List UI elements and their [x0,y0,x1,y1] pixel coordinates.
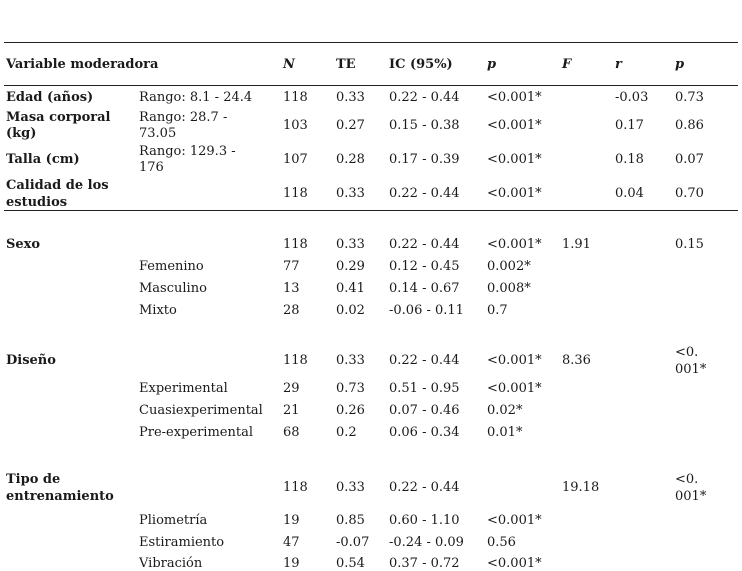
row-sublabel: Pre-experimental [139,425,253,440]
row-label: Talla (cm) [6,152,80,167]
cell-ic: 0.37 - 0.72 [389,556,460,571]
cell-f: 1.91 [562,237,591,252]
cell-p2: 0.70 [675,186,704,201]
cell-te: 0.27 [336,118,365,133]
row-label-line1: Tipo de [6,472,61,487]
cell-n: 29 [283,381,300,396]
row-sublabel: Femenino [139,259,204,274]
cell-te: 0.26 [336,403,365,418]
cell-p: <0.001* [487,118,542,133]
cell-p: <0.001* [487,353,542,368]
row-label-line2: estudios [6,195,68,210]
cell-ic: 0.60 - 1.10 [389,513,460,528]
cell-p2: 0.07 [675,152,704,167]
cell-n: 118 [283,237,308,252]
row-range-line1: Rango: 28.7 - [139,110,228,125]
cell-p: 0.56 [487,535,516,550]
cell-n: 28 [283,303,300,318]
row-sublabel: Estiramiento [139,535,225,550]
row-label-line2: (kg) [6,126,37,141]
cell-r: 0.04 [615,186,644,201]
row-sublabel: Pliometría [139,513,208,528]
cell-te: 0.73 [336,381,365,396]
cell-p: <0.001* [487,381,542,396]
cell-p2-line2: 001* [675,489,707,504]
cell-ic: 0.15 - 0.38 [389,118,460,133]
cell-te: -0.07 [336,535,370,550]
row-range-line1: Rango: 129.3 - [139,144,236,159]
row-sublabel: Cuasiexperimental [139,403,263,418]
top-rule [4,42,738,43]
header-rule [4,85,738,86]
header-variable: Variable moderadora [6,57,159,72]
cell-p: <0.001* [487,90,542,105]
header-te: TE [336,57,356,72]
cell-p: <0.001* [487,237,542,252]
cell-r: 0.17 [615,118,644,133]
cell-p: 0.01* [487,425,523,440]
cell-n: 19 [283,556,300,571]
cell-te: 0.33 [336,480,365,495]
cell-ic: 0.22 - 0.44 [389,480,460,495]
row-label: Diseño [6,353,56,368]
cell-p: <0.001* [487,513,542,528]
row-label: Edad (años) [6,90,94,105]
row-label-line1: Calidad de los [6,178,109,193]
cell-te: 0.29 [336,259,365,274]
cell-ic: 0.07 - 0.46 [389,403,460,418]
cell-p2-line2: 001* [675,362,707,377]
cell-n: 77 [283,259,300,274]
cell-te: 0.33 [336,186,365,201]
cell-ic: 0.22 - 0.44 [389,237,460,252]
cell-ic: -0.06 - 0.11 [389,303,464,318]
cell-p: 0.002* [487,259,531,274]
cell-n: 107 [283,152,308,167]
cell-n: 13 [283,281,300,296]
cell-p2-line1: <0. [675,345,699,360]
header-p: p [487,57,497,72]
header-p2: p [675,57,685,72]
row-label-line1: Masa corporal [6,110,111,125]
row-sublabel: Masculino [139,281,207,296]
cell-ic: 0.17 - 0.39 [389,152,460,167]
cell-te: 0.54 [336,556,365,571]
header-f: F [562,57,572,72]
row-range: Rango: 8.1 - 24.4 [139,90,253,105]
row-sublabel: Vibración [139,556,203,571]
row-sublabel: Experimental [139,381,228,396]
cell-f: 19.18 [562,480,600,495]
row-range-line2: 176 [139,160,164,175]
row-range-line2: 73.05 [139,126,177,141]
cell-te: 0.85 [336,513,365,528]
cell-te: 0.2 [336,425,357,440]
cell-n: 118 [283,90,308,105]
cell-p: 0.02* [487,403,523,418]
cell-p: <0.001* [487,556,542,571]
cell-ic: -0.24 - 0.09 [389,535,464,550]
row-sublabel: Mixto [139,303,177,318]
cell-te: 0.33 [336,90,365,105]
cell-p2-line1: <0. [675,472,699,487]
cell-p: 0.7 [487,303,508,318]
section-rule [4,210,738,211]
cell-n: 103 [283,118,308,133]
cell-ic: 0.14 - 0.67 [389,281,460,296]
cell-p: 0.008* [487,281,531,296]
cell-p2: 0.73 [675,90,704,105]
cell-ic: 0.22 - 0.44 [389,90,460,105]
cell-te: 0.33 [336,353,365,368]
cell-n: 19 [283,513,300,528]
cell-p2: 0.15 [675,237,704,252]
cell-n: 21 [283,403,300,418]
cell-te: 0.28 [336,152,365,167]
cell-n: 118 [283,186,308,201]
cell-f: 8.36 [562,353,591,368]
cell-ic: 0.22 - 0.44 [389,186,460,201]
cell-ic: 0.22 - 0.44 [389,353,460,368]
cell-ic: 0.51 - 0.95 [389,381,460,396]
cell-p: <0.001* [487,152,542,167]
cell-n: 68 [283,425,300,440]
cell-te: 0.02 [336,303,365,318]
row-label: Sexo [6,237,41,252]
cell-ic: 0.12 - 0.45 [389,259,460,274]
cell-n: 47 [283,535,300,550]
cell-r: -0.03 [615,90,649,105]
header-n: N [283,57,295,72]
cell-p2: 0.86 [675,118,704,133]
cell-te: 0.41 [336,281,365,296]
cell-r: 0.18 [615,152,644,167]
cell-n: 118 [283,480,308,495]
header-ic: IC (95%) [389,57,453,72]
header-r: r [615,57,622,72]
cell-p: <0.001* [487,186,542,201]
row-label-line2: entrenamiento [6,489,114,504]
cell-ic: 0.06 - 0.34 [389,425,460,440]
cell-te: 0.33 [336,237,365,252]
cell-n: 118 [283,353,308,368]
